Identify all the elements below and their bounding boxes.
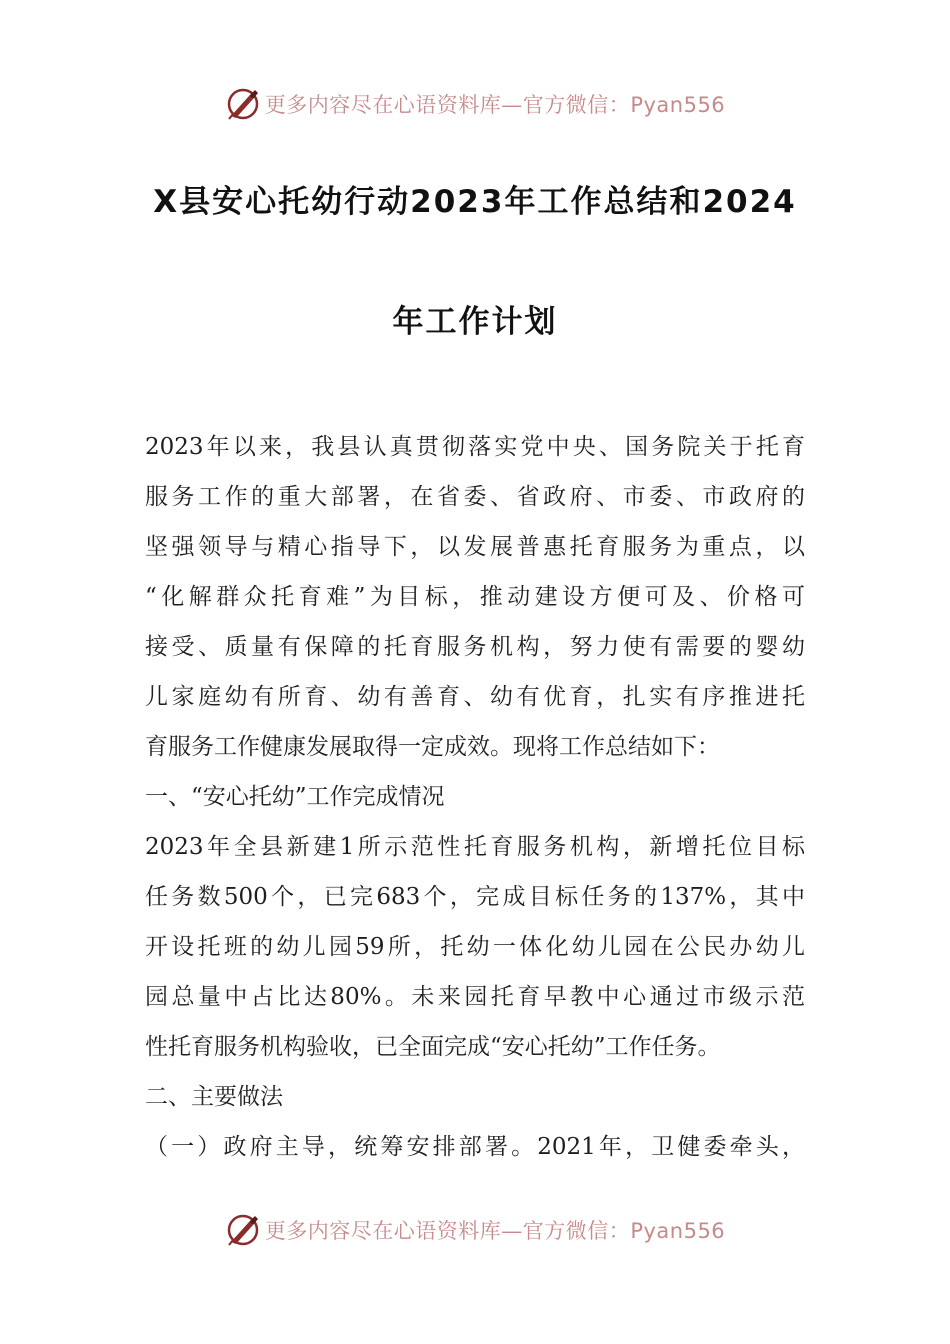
- section-heading: 一、“安心托幼”工作完成情况: [145, 784, 445, 810]
- body-line: 2023年全县新建1所示范性托育服务机构，新增托位目标: [145, 834, 805, 860]
- wechat-id: Pyan556: [630, 1219, 726, 1243]
- document-title-line-2: 年工作计划: [392, 304, 558, 340]
- body-line: 性托育服务机构验收，已全面完成“安心托幼”工作任务。: [145, 1034, 721, 1060]
- watermark-text: 更多内容尽在心语资料库—官方微信：Pyan556: [264, 93, 726, 117]
- body-line: 2023年以来，我县认真贯彻落实党中央、国务院关于托育: [145, 434, 805, 460]
- pen-logo-icon: [225, 86, 261, 122]
- section-heading: 二、主要做法: [145, 1084, 283, 1110]
- document-title-line-1: X县安心托幼行动2023年工作总结和2024: [153, 184, 797, 220]
- watermark-banner-top: [0, 82, 950, 126]
- body-line: 儿家庭幼有所育、幼有善育、幼有优育，扎实有序推进托: [145, 684, 805, 710]
- body-line: （一）政府主导，统筹安排部署。2021年，卫健委牵头，: [145, 1134, 805, 1160]
- pen-logo-icon: [225, 1212, 261, 1248]
- watermark-text: 更多内容尽在心语资料库—官方微信：Pyan556: [264, 1219, 726, 1243]
- body-paragraphs: [145, 422, 805, 1172]
- body-line: 开设托班的幼儿园59所，托幼一体化幼儿园在公民办幼儿: [145, 934, 805, 960]
- wechat-id: Pyan556: [630, 93, 726, 117]
- watermark-banner-bottom: [0, 1208, 950, 1252]
- body-line: 园总量中占比达80%。未来园托育早教中心通过市级示范: [145, 984, 805, 1010]
- body-line: 任务数500个，已完683个，完成目标任务的137%，其中: [145, 884, 805, 910]
- body-line: 坚强领导与精心指导下，以发展普惠托育服务为重点，以: [145, 534, 805, 560]
- body-line: 育服务工作健康发展取得一定成效。现将工作总结如下：: [145, 734, 720, 760]
- body-line: 接受、质量有保障的托育服务机构，努力使有需要的婴幼: [145, 634, 805, 660]
- body-line: “化解群众托育难”为目标，推动建设方便可及、价格可: [145, 584, 805, 610]
- body-line: 服务工作的重大部署，在省委、省政府、市委、市政府的: [145, 484, 805, 510]
